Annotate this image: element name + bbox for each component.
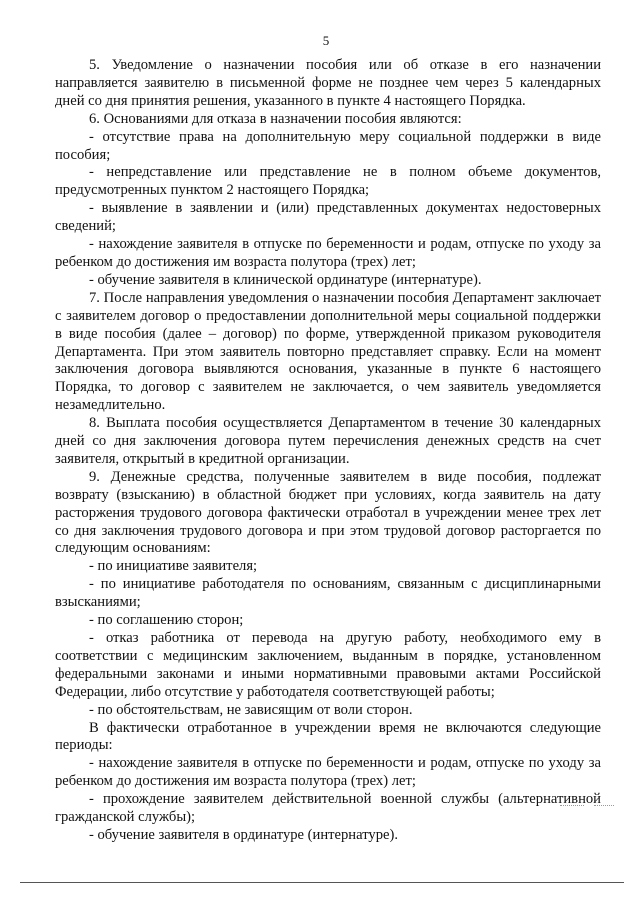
list-item: - по обстоятельствам, не зависящим от воли сторон. xyxy=(89,701,413,718)
list-item: - нахождение заявителя в отпуске по беременности и родам, отпуске по уходу за ребенком до достижения им возраста полутора (трех) лет; xyxy=(55,755,601,790)
paragraph-item-5: 5. Уведомление о назначении пособия или об отказе в его назначении направляется заявителю в письменной форме не позднее чем через 5 календарных дней со дня принятия решения, указанного в пункте 4 настоящего Порядка. xyxy=(55,57,601,109)
paragraph-item-9: 9. Денежные средства, полученные заявителем в виде пособия, подлежат возврату (взысканию) в областной бюджет при условиях, когда заявитель на дату расторжения трудового договора фактически отработал в учреждении менее трех лет со дня заключения трудового договора и при этом трудовой договор расторгается по следующим основаниям: xyxy=(55,468,601,557)
paragraph-item-6: 6. Основаниями для отказа в назначении пособия являются: xyxy=(89,110,462,127)
list-item: - обучение заявителя в ординатуре (интернатуре). xyxy=(89,826,398,843)
paragraph-item-8: 8. Выплата пособия осуществляется Департаментом в течение 30 календарных дней со дня заключения договора путем перечисления денежных средств на счет заявителя, открытый в кредитной организации. xyxy=(55,415,601,467)
page-bottom-divider xyxy=(20,882,624,883)
document-body xyxy=(55,57,601,845)
list-item: - по инициативе заявителя; xyxy=(89,558,258,575)
list-item: - отказ работника от перевода на другую работу, необходимого ему в соответствии с медицинским заключением, выданным в порядке, установленном федеральными законами и иными нормативными правовыми актами Российской Федерации, либо отсутствие у работодателя соответствующей работы; xyxy=(55,630,601,700)
paragraph-periods-intro: В фактически отработанное в учреждении время не включаются следующие периоды: xyxy=(55,719,601,754)
list-item: - прохождение заявителем действительной военной службы (альтернативной гражданской службы); xyxy=(55,791,601,826)
list-item: - непредставление или представление не в полном объеме документов, предусмотренных пунктом 2 настоящего Порядка; xyxy=(55,164,601,199)
scan-artifact xyxy=(560,805,584,806)
paragraph-item-7: 7. После направления уведомления о назначении пособия Департамент заключает с заявителем договор о предоставлении дополнительной меры социальной поддержки в виде пособия (далее – договор) по форме, утвержденной приказом руководителя Департамента. При этом заявитель повторно представляет справку. Если на момент заключения договора выявляются основания, указанные в пункте 6 настоящего Порядка, то договор с заявителем не заключается, о чем заявитель уведомляется незамедлительно. xyxy=(55,289,601,414)
list-item: - обучение заявителя в клинической ординатуре (интернатуре). xyxy=(89,271,482,288)
list-item: - по инициативе работодателя по основаниям, связанным с дисциплинарными взысканиями; xyxy=(55,576,601,611)
list-item: - отсутствие права на дополнительную меру социальной поддержки в виде пособия; xyxy=(55,128,601,163)
list-item: - по соглашению сторон; xyxy=(89,612,244,629)
list-item: - выявление в заявлении и (или) представленных документах недостоверных сведений; xyxy=(55,200,601,235)
scan-artifact xyxy=(594,805,614,806)
page-number: 5 xyxy=(322,33,330,48)
list-item: - нахождение заявителя в отпуске по беременности и родам, отпуске по уходу за ребенком до достижения им возраста полутора (трех) лет; xyxy=(55,236,601,270)
